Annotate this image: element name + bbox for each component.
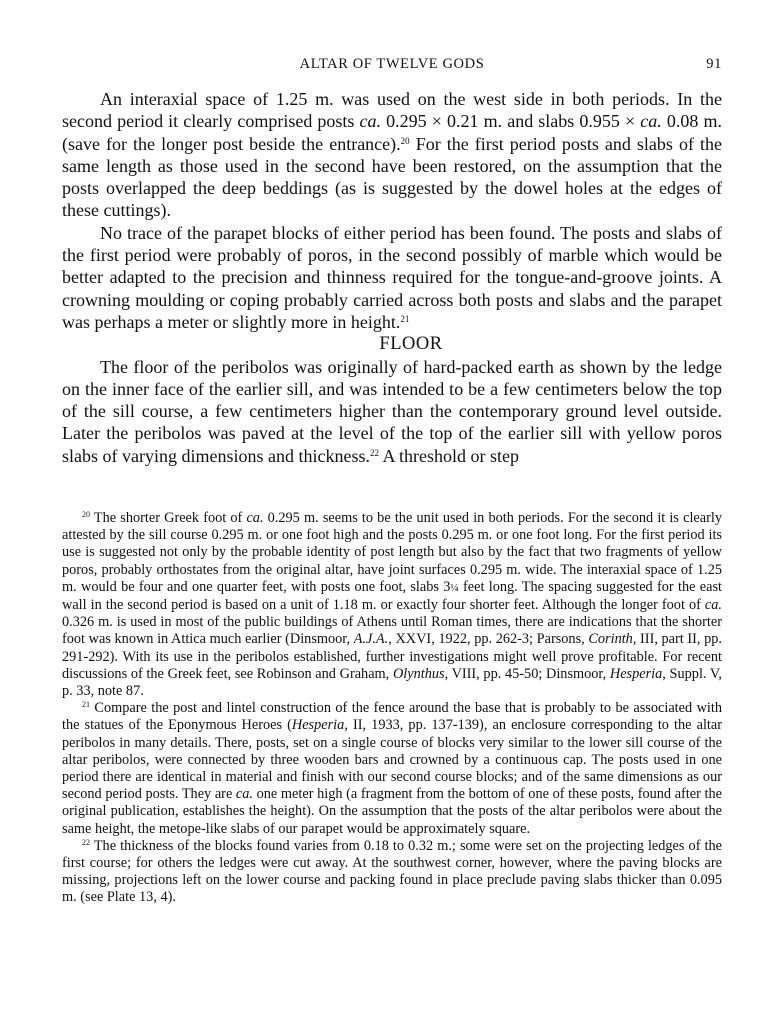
text-run: one meter high (a fragment from the bottom of one of these posts, found after the original publication, establishes the height). On the assumption that the posts of the altar peribolos were about the same height, the metope-like slabs of our parapet would be approximately square. [62,786,722,837]
text-run: 0.326 m. is used in most of the public buildings of Athens until Roman times, there are indications that the shorter foot was known in Attica much earlier (Dinsmoor, [62,614,722,648]
text-run: No trace of the parapet blocks of either period has been found. The posts and slabs of the first period were probably of poros, in the second possibly of marble which would be better adapted to the precision and thinness required for the tongue-and-groove joints. A crowning moulding or coping probably carried across both posts and slabs and the parapet was perhaps a meter or slightly more in height. [62,222,722,332]
footnote-ref-22[interactable]: 22 [369,447,379,458]
text-run: , III, part II, pp. 291-292). With its use in the peribolos established, further investigations might well prove profitable. For recent discussions of the Greek feet, see Robinson and Graham, [62,631,722,682]
italic-journal: Hesperia [291,717,345,734]
italic-ca: ca. [235,786,253,803]
text-run: 0.295 m. seems to be the unit used in both periods. For the second it is clearly attested by the sill course 0.295 m. or one foot high and the posts 0.295 m. or one foot long. For the first period its use is suggested not only by the probable identity of post length but also by the fact that two fragments of yellow poros, probably orthostates from the original altar, have joint surfaces 0.295 m. wide. The interaxial space of 1.25 m. would be four and one quarter feet, with posts one foot, slabs 3 [62,510,722,595]
text-run: , XXVI, 1922, pp. 262-3; Parsons, [388,631,589,648]
text-run: The thickness of the blocks found varies from 0.18 to 0.32 m.; some were set on the projecting ledges of the first course; for others the ledges were cut away. At the southwest corner, however, where the paving blocks are missing, projections left on the lower course and packing found in place preclude paving slabs thicker than 0.095 m. (see Plate 13, 4). [62,837,722,906]
text-run: Compare the post and lintel construction of the fence around the base that is probably to be associated with the statues of the Eponymous Heroes ( [62,700,722,734]
footnote-number: 22 [82,837,90,847]
body-text [62,88,722,467]
text-run: An interaxial space of 1.25 m. was used on the west side in both periods. In the second period it clearly comprised posts [62,89,722,132]
text-run: , VIII, pp. 45-50; Dinsmoor, [444,665,610,682]
italic-journal: Corinth [588,631,633,648]
text-run: 0.08 m. (save for the longer post beside the entrance). [62,111,722,154]
italic-journal: Olynthus [392,665,445,682]
running-title: ALTAR OF TWELVE GODS [299,56,485,72]
footnote-number: 20 [82,510,90,519]
italic-journal: Hesperia [609,665,663,682]
paragraph-floor [62,356,722,467]
footnotes [62,510,722,907]
italic-ca: ca. [246,510,264,526]
footnote-ref-20[interactable]: 20 [400,135,410,146]
text-run: feet long. The spacing suggested for the east wall in the second period is based on a unit of 1.18 m. or exactly four shorter feet. Although the longer foot of [62,578,722,614]
text-run: A threshold or step [378,445,519,466]
text-run: 0.295 × 0.21 m. and slabs 0.955 × [381,111,641,132]
text-run: , II, 1933, pp. 137-139), an enclosure corresponding to the altar peribolos in many details. There, posts, set on a single course of blocks very similar to the lower sill course of the altar peribolos, were connected by three wooden bars and crowned by a continuous cap. The posts used in one period there are identical in material and finish with our second course blocks; and of the same dimensions as our second period posts. They are [62,717,723,803]
footnote-21 [62,700,722,838]
section-heading-floor: FLOOR [379,334,443,355]
fraction: ¼ [450,581,459,594]
text-run: For the first period posts and slabs of the same length as those used in the second have been restored, on the assumption that the posts overlapped the deep beddings (as is suggested by the dowel holes at the edges of these cuttings). [62,133,722,221]
italic-ca: ca. [704,597,722,614]
paragraph-interaxial [62,88,722,222]
italic-ca: ca. [359,111,382,132]
footnote-ref-21[interactable]: 21 [400,313,410,324]
footnote-22 [62,838,722,907]
paragraph-parapet [62,222,722,333]
page-number: 91 [706,56,722,72]
text-run: The floor of the peribolos was originally of hard-packed earth as shown by the ledge on the inner face of the earlier sill, and was intended to be a few centimeters below the top of the sill course, a few centimeters higher than the contemporary ground level outside. Later the peribolos was paved at the level of the top of the earlier sill with yellow poros slabs of varying dimensions and thickness. [62,356,722,466]
text-run: The shorter Greek foot of [90,510,247,526]
footnote-20 [62,510,722,700]
footnote-number: 21 [82,700,90,710]
italic-ca: ca. [640,111,662,132]
running-head [62,56,722,76]
italic-journal: A.J.A. [353,631,389,648]
text-run: , Suppl. V, p. 33, note 87. [62,665,722,700]
